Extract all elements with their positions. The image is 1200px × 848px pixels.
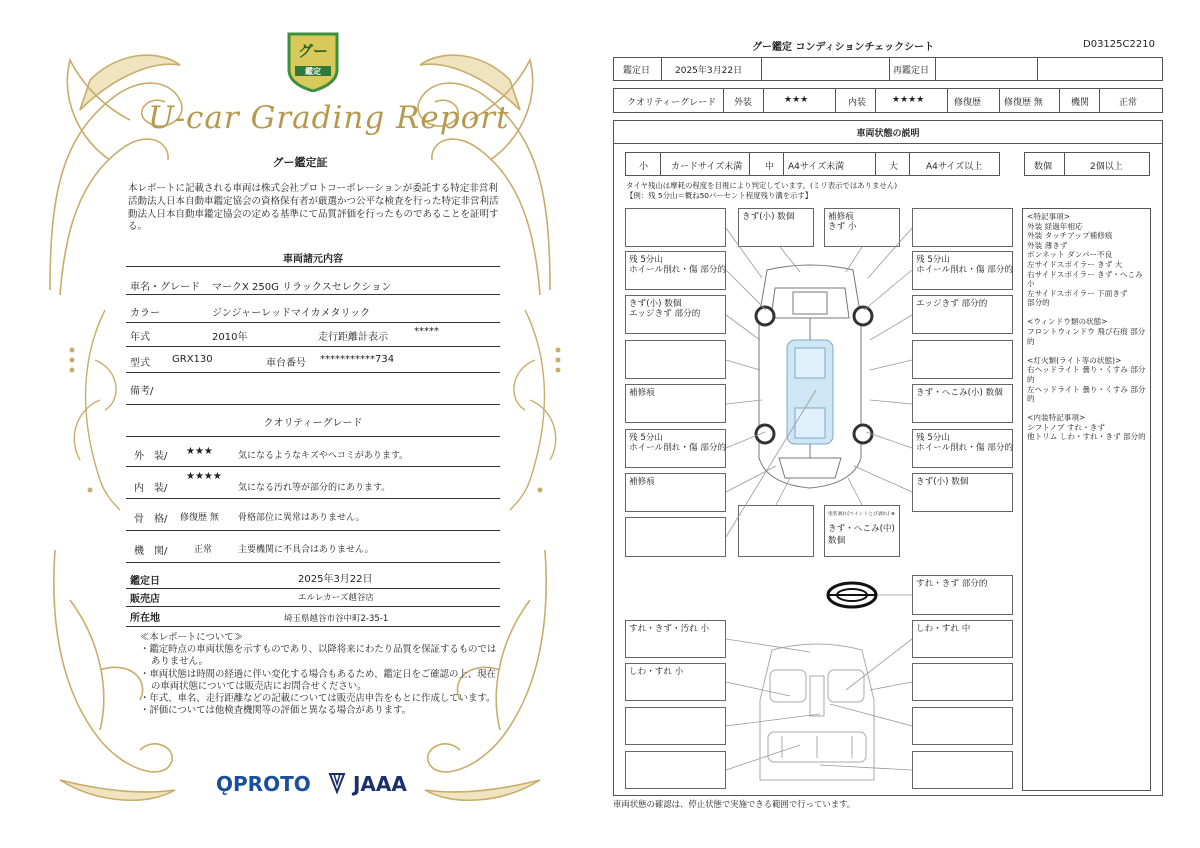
size-mid: 中 (765, 162, 775, 172)
shop-label: 販売店 (130, 594, 160, 605)
note-line: <ウィンドウ類の状態> (1027, 317, 1108, 327)
redate-label: 再鑑定日 (893, 66, 930, 76)
date-label: 鑑定日 (623, 66, 651, 76)
jaaa-logo-text: JAAA (352, 772, 407, 796)
divider (1059, 88, 1060, 113)
special-notes-box (1022, 208, 1151, 791)
divider (126, 266, 500, 267)
note-line: 左サイドスポイラー 下面きず (1027, 288, 1128, 298)
name-label: 車名・グレード (130, 282, 200, 293)
note-line: 部分的 (1027, 298, 1050, 308)
divider (1037, 57, 1038, 81)
cell-text: しわ・すれ 中 (916, 624, 971, 634)
report-script-title: U-car Grading Report (148, 100, 510, 136)
cell-text: すれ・きず・汚れ 小 (629, 624, 710, 634)
divider (723, 88, 724, 113)
spec-row-name (126, 270, 500, 295)
engine-value: 正常 (1119, 98, 1138, 108)
repair-label: 修復歴 (954, 98, 982, 108)
proto-logo-mark: Ǫ (216, 772, 234, 796)
certificate-intro: 本レポートに記載される車両は株式会社プロトコーポレーションが委託する特定非営利活動法人日本自動車鑑定協会の資格保有者が厳選かつ公平な検査を行った特定非営利活動法人日本自動車鑑定協会の定める基準にて品質評価を行ったものであることを証明する。 (128, 183, 499, 233)
divider (761, 57, 762, 81)
interior-stars: ★★★★ (186, 471, 222, 482)
divider (947, 88, 948, 113)
date-value: 2025年3月22日 (675, 66, 743, 76)
int-value: ★★★★ (892, 95, 925, 105)
note-line: フロントウィンドウ 飛び石痕 部分的 (1027, 327, 1146, 346)
goo-kantei-emblem (285, 30, 341, 92)
interior-label: 内 装/ (134, 483, 168, 494)
exterior-text: 気になるようなキズやヘコミがあります。 (238, 451, 409, 461)
note-line: ボンネット ダンパー不良 (1027, 250, 1113, 260)
proto-logo (216, 772, 311, 796)
cell-text: 補修痕 (629, 477, 655, 487)
shop-value: エルレカーズ越谷店 (298, 593, 374, 603)
cell-text: きず・へこみ(小) 数個 (916, 388, 1003, 398)
count-label: 数個 (1034, 162, 1053, 172)
note-line: 外装 経過年相応 (1027, 221, 1083, 231)
chassis-value: ***********734 (320, 354, 395, 365)
note-item: ・年式、車名、走行距離などの記載については販売店申告をもとに作成しています。 (140, 693, 496, 705)
size-large-desc: A4サイズ以上 (926, 162, 983, 172)
note-line: 外装 薄きず (1027, 240, 1068, 250)
cell-text: きず(小) 数個 (742, 212, 795, 222)
inspect-row-address (126, 608, 500, 627)
model-label: 型式 (130, 358, 150, 369)
qg-label: クオリティーグレード (627, 98, 717, 108)
spec-row-remarks (126, 374, 500, 405)
cell-subnote: 塗装剥れ(ペイントとび剥れ) ⊕ (828, 512, 895, 517)
proto-logo-text: PROTO (233, 772, 311, 796)
state-heading: 車両状態の説明 (856, 129, 920, 139)
cell-text: 残 5分山 ホイール削れ・傷 部分的 (916, 255, 1014, 275)
divider (783, 152, 784, 176)
leader-lines (613, 200, 1013, 800)
divider (1099, 88, 1100, 113)
remarks-label: 備考/ (130, 386, 154, 397)
color-value: ジンジャーレッドマイカメタリック (212, 308, 371, 319)
frame-text: 骨格部位に異常はありません。 (238, 513, 365, 523)
divider (889, 57, 890, 81)
note-line: シフトノブ すれ・きず (1027, 422, 1105, 432)
emblem-text-top: グー (297, 42, 328, 60)
size-mid-desc: A4サイズ未満 (788, 162, 845, 172)
ornament-left-mid (60, 300, 130, 520)
cell-text: きず・へこみ(中) 数個 (828, 524, 895, 546)
frame-value: 修復歴 無 (180, 513, 219, 523)
ext-value: ★★★ (784, 95, 809, 105)
divider (126, 436, 500, 437)
count-desc: 2個以上 (1090, 162, 1123, 172)
date-value: 2025年3月22日 (298, 574, 373, 585)
chassis-label: 車台番号 (266, 358, 306, 369)
note-line: 右ヘッドライト 曇り・くすみ 部分的 (1027, 365, 1146, 384)
exterior-stars: ★★★ (186, 446, 213, 457)
year-label: 年式 (130, 332, 150, 343)
spec-row-year (126, 324, 500, 347)
quality-row-engine (126, 532, 500, 563)
jaaa-logo-icon (328, 772, 346, 794)
repair-value: 修復歴 無 (1004, 98, 1043, 108)
jaaa-logo (328, 772, 407, 796)
quality-heading: クオリティーグレード (263, 418, 363, 429)
note-item: ・鑑定時点の車両状態を示すものであり、以降将来にわたり品質を保証するものではありません。 (140, 644, 497, 668)
note-line: 右サイドスポイラー きず・へこみ 小 (1027, 269, 1143, 289)
engine-value: 正常 (194, 545, 213, 555)
divider (935, 57, 936, 81)
date-label: 鑑定日 (130, 576, 160, 587)
size-large: 大 (889, 162, 899, 172)
address-value: 埼玉県越谷市谷中町2-35-1 (284, 614, 389, 624)
divider (660, 152, 661, 176)
note-line: 左ヘッドライト 曇り・くすみ 部分的 (1027, 384, 1146, 404)
mileage-label: 走行距離計表示 (318, 332, 388, 343)
inspect-row-date (126, 566, 500, 589)
sheet-header-title: グー鑑定 コンディションチェックシート (752, 42, 935, 53)
divider (875, 152, 876, 176)
cell-text: 補修痕 きず 小 (828, 212, 857, 232)
note-line: <灯火類(ライト等の状態)> (1027, 355, 1122, 365)
size-small: 小 (639, 162, 649, 172)
cell-text: 残 5分山 ホイール削れ・傷 部分的 (629, 255, 727, 275)
ornament-right-mid (500, 300, 570, 520)
divider (749, 152, 750, 176)
sheet-footer: 車両状態の確認は、停止状態で実施できる範囲で行っています。 (613, 799, 856, 809)
mileage-value: ***** (414, 326, 439, 337)
quality-row-interior (126, 468, 500, 499)
ext-label: 外装 (734, 98, 753, 108)
color-label: カラー (130, 308, 160, 319)
report-notes (140, 632, 500, 717)
notes-title: ≪本レポートについて≫ (140, 632, 243, 643)
certificate-title: グー鑑定証 (272, 156, 328, 169)
quality-row-frame (126, 500, 500, 531)
engine-label: 機 関/ (134, 546, 168, 557)
note-item: ・車両状態は時間の経過に伴い変化する場合もあるため、鑑定日をご確認の上、現在の車両状態については販売店にお問合せください。 (140, 668, 496, 692)
divider (999, 88, 1000, 113)
cell-text: すれ・きず 部分的 (916, 579, 988, 589)
doc-id: D03125C2210 (1083, 39, 1155, 50)
inspect-row-shop (126, 590, 500, 607)
note-line: <内装特記事項> (1027, 413, 1086, 423)
divider (613, 143, 1163, 144)
note-item: ・評価については他検査機関等の評価と異なる場合があります。 (140, 705, 411, 717)
divider (763, 88, 764, 113)
divider (661, 57, 662, 81)
engine-label: 機関 (1071, 98, 1090, 108)
tire-note-1: タイヤ残山は摩耗の程度を目視により判定しています。(ミリ表示ではありません) (626, 181, 898, 190)
tire-note-2: 【例：残 5分山＝概ね50パーセント程度残り溝を示す】 (626, 191, 813, 200)
interior-text: 気になる汚れ等が部分的にあります。 (238, 483, 391, 493)
int-label: 内装 (848, 98, 867, 108)
emblem-text-bottom: 鑑定 (305, 67, 321, 76)
note-line: 外装 タッチアップ補修痕 (1027, 231, 1113, 241)
quality-row-exterior (126, 438, 500, 467)
cell-text: きず(小) 数個 (916, 477, 969, 487)
model-value: GRX130 (172, 354, 213, 365)
frame-label: 骨 格/ (134, 514, 168, 525)
spec-row-model (126, 348, 500, 373)
name-value: マークX 250G リラックスセレクション (212, 282, 392, 293)
engine-text: 主要機関に不具合はありません。 (238, 545, 374, 555)
cell-text: しわ・すれ 小 (629, 667, 684, 677)
cell-text: きず(小) 数個 エッジきず 部分的 (629, 299, 701, 319)
note-line: <特記事項> (1027, 212, 1071, 221)
divider (909, 152, 910, 176)
note-line: 左サイドスポイラー きず 大 (1027, 259, 1123, 269)
cell-text: 残 5分山 ホイール削れ・傷 部分的 (916, 433, 1014, 453)
divider (875, 88, 876, 113)
exterior-label: 外 装/ (134, 451, 168, 462)
size-small-desc: カードサイズ未満 (671, 162, 743, 172)
cell-text: 補修痕 (629, 388, 655, 398)
cell-text: エッジきず 部分的 (916, 299, 988, 309)
cell-text: 残 5分山 ホイール削れ・傷 部分的 (629, 433, 727, 453)
year-value: 2010年 (212, 332, 248, 343)
address-label: 所在地 (130, 613, 160, 624)
divider (835, 88, 836, 113)
note-line: 他トリム しわ・すれ・きず 部分的 (1027, 432, 1146, 442)
spec-heading: 車両諸元内容 (283, 254, 343, 265)
divider (1064, 152, 1065, 176)
spec-row-color (126, 296, 500, 323)
